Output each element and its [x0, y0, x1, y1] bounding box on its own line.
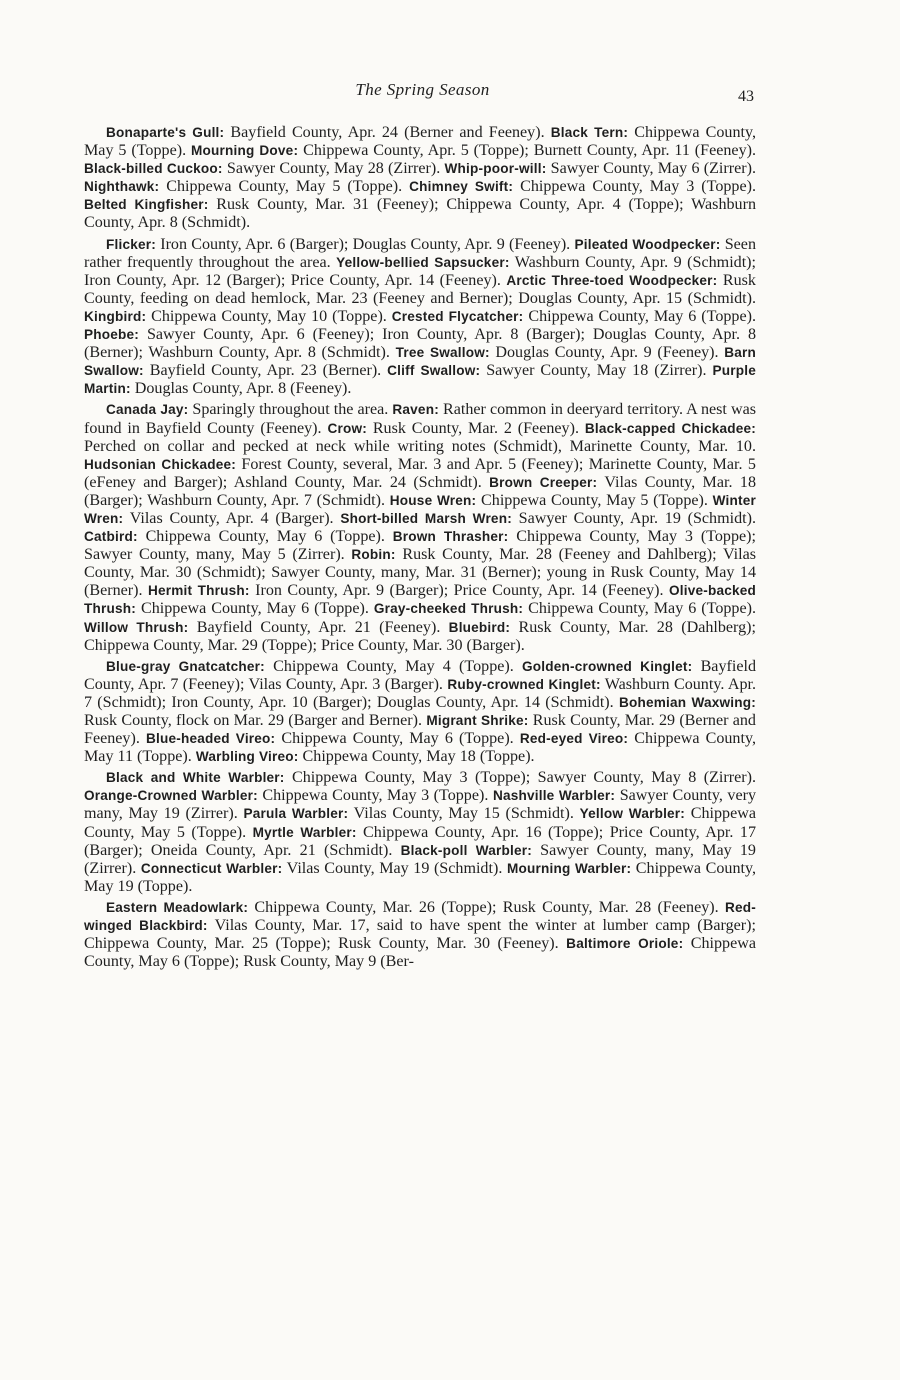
species-name: Pileated Woodpecker:: [574, 236, 721, 252]
species-record: Sawyer County, May 6 (Zirrer).: [546, 160, 756, 178]
species-name: Mourning Warbler:: [506, 860, 632, 876]
species-record: Chippewa County, May 6 (Toppe).: [523, 600, 757, 618]
species-name: Short-billed Marsh Wren:: [340, 510, 512, 526]
species-record: Chippewa County, May 3 (Toppe).: [257, 787, 489, 805]
species-record: Vilas County, Mar. 17, said to have spent the winter at lumber camp (Barger); Chippewa County, Mar. 25 (Toppe); Rusk County, Mar. 30 (Feeney).: [84, 917, 756, 953]
species-name: Red-eyed Vireo:: [519, 731, 629, 747]
species-name: Red-winged Blackbird:: [84, 899, 756, 934]
paragraph: [84, 401, 756, 654]
species-name: Catbird:: [84, 529, 138, 545]
species-record: Bayfield County, Apr. 24 (Berner and Feeney).: [224, 124, 545, 141]
species-name: Robin:: [351, 547, 396, 563]
species-name: Black-poll Warbler:: [400, 842, 532, 858]
species-record: Rusk County, Mar. 28 (Feeney and Dahlberg); Vilas County, Mar. 30 (Schmidt); Sawyer County, many, Mar. 31 (Berner); young in Rusk County, May 14 (Berner).: [84, 546, 756, 600]
species-record: Washburn County, Apr. 9 (Schmidt); Iron County, Apr. 12 (Barger); Price County, Apr. 14 (Feeney).: [84, 253, 757, 289]
species-name: Yellow Warbler:: [579, 806, 686, 822]
paragraph: [84, 899, 756, 971]
species-record: Douglas County, Apr. 8 (Feeney).: [130, 380, 352, 398]
species-name: Black and White Warbler:: [106, 770, 285, 786]
species-name: Migrant Shrike:: [426, 713, 529, 728]
species-name: Bohemian Waxwing:: [618, 694, 757, 710]
species-record: Rusk County, Mar. 28 (Dahlberg); Chippewa County, Mar. 29 (Toppe); Price County, Mar. 30 (Barger).: [84, 618, 756, 654]
species-name: Black-billed Cuckoo:: [84, 161, 223, 177]
species-name: Bluebird:: [448, 619, 511, 635]
species-record: Chippewa County, May 5 (Toppe).: [84, 805, 757, 841]
species-name: Olive-backed Thrush:: [84, 583, 756, 617]
species-record: Sawyer County, May 18 (Zirrer).: [480, 362, 707, 380]
species-record: Vilas County, Apr. 4 (Barger).: [123, 509, 334, 527]
page-number: 43: [738, 88, 754, 105]
species-record: Chippewa County, May 5 (Toppe).: [476, 491, 708, 509]
species-name: Mourning Dove:: [191, 143, 299, 159]
page-body: [84, 124, 756, 974]
species-record: Chippewa County, Apr. 5 (Toppe); Burnett County, Apr. 11 (Feeney).: [298, 142, 757, 160]
species-name: Raven:: [392, 402, 439, 418]
page-header: [0, 80, 900, 104]
species-name: Barn Swallow:: [84, 345, 757, 379]
species-record: Chippewa County, May 11 (Toppe).: [84, 730, 756, 766]
species-record: Rusk County, Mar. 29 (Berner and Feeney).: [84, 712, 756, 748]
species-name: Blue-gray Gnatcatcher:: [106, 658, 265, 674]
species-record: Chippewa County, May 5 (Toppe).: [84, 124, 756, 160]
species-name: Connecticut Warbler:: [140, 860, 283, 876]
species-name: Willow Thrush:: [84, 619, 189, 635]
species-name: Ruby-crowned Kinglet:: [447, 676, 601, 692]
species-name: Brown Thrasher:: [392, 529, 509, 545]
species-name: Belted Kingfisher:: [84, 197, 209, 213]
species-record: Iron County, Apr. 9 (Barger); Price County, Apr. 14 (Feeney).: [249, 582, 664, 600]
species-record: Perched on collar and pecked at neck while writing notes (Schmidt), Marinette County, Mar. 10.: [84, 437, 756, 455]
species-record: Chippewa County, May 3 (Toppe); Sawyer County, many, May 5 (Zirrer).: [84, 528, 756, 564]
species-record: Rusk County, feeding on dead hemlock, Mar. 23 (Feeney and Berner); Douglas County, Apr. 15 (Schmidt).: [84, 271, 756, 307]
species-record: Rusk County, flock on Mar. 29 (Barger and Berner).: [84, 712, 423, 729]
species-name: Crested Flycatcher:: [391, 308, 524, 324]
species-record: Vilas County, May 19 (Schmidt).: [282, 859, 503, 877]
species-record: Chippewa County, May 6 (Toppe).: [136, 600, 369, 618]
species-name: Whip-poor-will:: [444, 161, 547, 177]
species-name: Golden-crowned Kinglet:: [521, 658, 693, 674]
species-record: Rusk County, Mar. 31 (Feeney); Chippewa County, Apr. 4 (Toppe); Washburn County, Apr. 8 (Schmidt).: [84, 196, 756, 232]
species-name: Black-capped Chickadee:: [584, 420, 756, 436]
species-name: House Wren:: [389, 492, 477, 508]
species-name: Hermit Thrush:: [148, 583, 250, 599]
species-record: Rather common in deeryard territory. A nest was found in Bayfield County (Feeney).: [84, 401, 756, 437]
species-name: Nashville Warbler:: [492, 788, 616, 804]
species-name: Cliff Swallow:: [387, 363, 481, 379]
species-record: Bayfield County, Apr. 23 (Berner).: [143, 362, 382, 380]
species-name: Phoebe:: [84, 327, 140, 343]
species-name: Crow:: [327, 420, 367, 436]
species-record: Sawyer County, very many, May 19 (Zirrer).: [84, 787, 756, 823]
species-record: Chippewa County, May 6 (Toppe).: [523, 307, 756, 325]
species-record: Forest County, several, Mar. 3 and Apr. 5 (Feeney); Marinette County, Mar. 5 (eFeney and Barger); Ashland County, Mar. 24 (Schmidt).: [84, 455, 756, 491]
species-name: Yellow-bellied Sapsucker:: [336, 254, 510, 270]
species-name: Warbling Vireo:: [195, 749, 299, 765]
species-name: Blue-headed Vireo:: [145, 731, 276, 747]
species-record: Sawyer County, Apr. 19 (Schmidt).: [511, 509, 756, 527]
species-record: Chippewa County, May 18 (Toppe).: [298, 748, 535, 766]
species-record: Sawyer County, many, May 19 (Zirrer).: [84, 841, 756, 877]
paragraph: [84, 658, 756, 767]
species-record: Bayfield County, Apr. 7 (Feeney); Vilas County, Apr. 3 (Barger).: [84, 657, 756, 693]
species-record: Seen rather frequently throughout the area.: [84, 235, 757, 271]
species-name: Bonaparte's Gull:: [106, 125, 225, 140]
species-name: Flicker:: [106, 236, 156, 252]
species-record: Vilas County, May 15 (Schmidt).: [348, 805, 574, 823]
species-name: Winter Wren:: [84, 492, 757, 526]
species-record: Chippewa County, May 3 (Toppe); Sawyer County, May 8 (Zirrer).: [284, 769, 756, 787]
species-name: Eastern Meadowlark:: [106, 899, 249, 915]
species-name: Baltimore Oriole:: [566, 936, 684, 952]
running-title: The Spring Season: [355, 80, 490, 99]
paragraph: [84, 769, 756, 896]
species-name: Canada Jay:: [106, 402, 189, 418]
species-record: Chippewa County, May 4 (Toppe).: [264, 657, 514, 675]
species-name: Black Tern:: [550, 125, 629, 140]
species-record: Chippewa County, May 19 (Toppe).: [84, 859, 757, 895]
species-name: Arctic Three-toed Woodpecker:: [506, 272, 718, 288]
species-name: Purple Martin:: [84, 363, 756, 397]
paragraph: [84, 124, 756, 233]
species-record: Sawyer County, May 28 (Zirrer).: [222, 160, 441, 178]
species-record: Rusk County, Mar. 2 (Feeney).: [366, 419, 579, 437]
species-record: Bayfield County, Apr. 21 (Feeney).: [188, 618, 441, 636]
species-record: Vilas County, Mar. 18 (Barger); Washburn County, Apr. 7 (Schmidt).: [84, 473, 756, 509]
species-name: Myrtle Warbler:: [252, 824, 357, 840]
species-record: Chippewa County, May 6 (Toppe); Rusk County, May 9 (Ber-: [84, 935, 757, 971]
paragraph: [84, 236, 756, 399]
species-record: Douglas County, Apr. 9 (Feeney).: [489, 344, 719, 362]
species-record: Chippewa County, May 6 (Toppe).: [137, 528, 385, 546]
species-record: Washburn County. Apr. 7 (Schmidt); Iron County, Apr. 10 (Barger); Douglas County, Apr. 14 (Schmidt).: [84, 675, 756, 711]
species-name: Parula Warbler:: [243, 806, 349, 822]
species-name: Tree Swallow:: [395, 345, 490, 361]
species-name: Hudsonian Chickadee:: [84, 456, 236, 472]
species-record: Chippewa County, May 6 (Toppe).: [275, 730, 514, 748]
species-record: Sparingly throughout the area.: [188, 401, 389, 419]
species-name: Kingbird:: [84, 308, 147, 324]
species-name: Brown Creeper:: [489, 474, 598, 490]
species-name: Chimney Swift:: [409, 179, 514, 195]
species-record: Chippewa County, Mar. 26 (Toppe); Rusk County, Mar. 28 (Feeney).: [248, 898, 719, 916]
species-record: Chippewa County, May 5 (Toppe).: [159, 178, 403, 196]
species-record: Chippewa County, Apr. 16 (Toppe); Price County, Apr. 17 (Barger); Oneida County, Apr. 21 (Schmidt).: [84, 823, 756, 859]
species-record: Chippewa County, May 10 (Toppe).: [146, 307, 387, 325]
species-name: Orange-Crowned Warbler:: [84, 788, 258, 804]
species-record: Iron County, Apr. 6 (Barger); Douglas County, Apr. 9 (Feeney).: [155, 235, 571, 253]
species-name: Gray-cheeked Thrush:: [373, 601, 524, 617]
species-record: Sawyer County, Apr. 6 (Feeney); Iron County, Apr. 8 (Barger); Douglas County, Apr. 8 (Berner); Washburn County, Apr. 8 (Schmidt).: [84, 326, 756, 362]
species-name: Nighthawk:: [84, 179, 160, 195]
species-record: Chippewa County, May 3 (Toppe).: [513, 178, 757, 196]
